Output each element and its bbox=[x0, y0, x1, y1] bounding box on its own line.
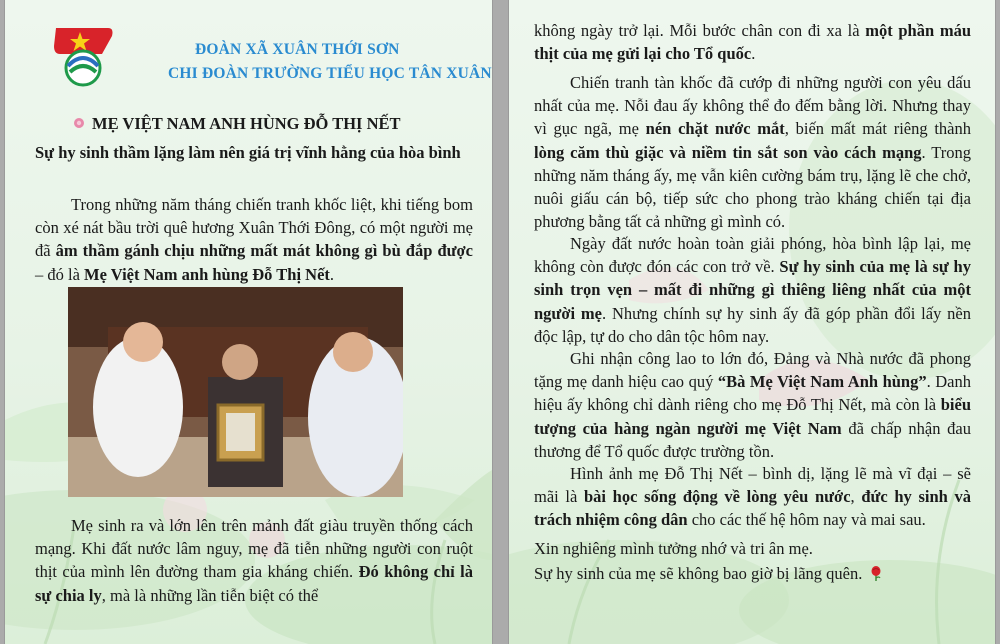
visit-photo-icon bbox=[68, 287, 403, 497]
bold-run: bài học sống động về lòng yêu nước bbox=[584, 487, 851, 507]
text-run: Chiến tranh tàn khốc đã cướp đi những người con yêu dấu nhất của mẹ. Nỗi đau ấy không thể đo đếm bằng lời. Nhưng thay vì gục ngã, mẹ bbox=[534, 73, 971, 139]
article-subtitle: Sự hy sinh thầm lặng làm nên giá trị vĩnh hằng của hòa bình bbox=[35, 143, 461, 162]
text-run: – đó là bbox=[35, 264, 85, 284]
org-name-line2: CHI ĐOÀN TRƯỜNG TIỂU HỌC TÂN XUÂN bbox=[168, 65, 492, 82]
bold-run: đức hy sinh và trách nhiệm công dân bbox=[534, 487, 972, 530]
text-run: , mà là những lần tiễn biệt có thể bbox=[101, 585, 319, 605]
closing-line-2 bbox=[534, 562, 971, 585]
paragraph-honor bbox=[534, 347, 971, 463]
paragraph-legacy bbox=[534, 462, 971, 532]
text-run: Trong những năm tháng chiến tranh khốc liệt, khi tiếng bom còn xé nát bầu trời quê hương Xuân Thới Đông, có một người mẹ đã bbox=[35, 195, 473, 261]
text-run: , bbox=[850, 487, 862, 507]
bold-run: Mẹ Việt Nam anh hùng Đỗ Thị Nết bbox=[84, 264, 330, 284]
text-run: cho các thế hệ hôm nay và mai sau. bbox=[687, 510, 926, 530]
bold-run: một phần máu thịt của mẹ gửi lại cho Tổ quốc bbox=[534, 21, 971, 64]
text-run: . bbox=[329, 264, 335, 284]
article-title: MẸ VIỆT NAM ANH HÙNG ĐỖ THỊ NẾT bbox=[92, 114, 401, 133]
text-run: Hình ảnh mẹ Đỗ Thị Nết – bình dị, lặng lẽ mà vĩ đại – sẽ mãi là bbox=[534, 464, 971, 507]
paragraph-continued bbox=[534, 19, 971, 65]
text-run: , biến mất mát riêng thành bbox=[784, 119, 971, 139]
paragraph-liberation bbox=[534, 232, 971, 348]
page-right bbox=[509, 0, 995, 644]
text-run: . Trong những năm tháng ấy, mẹ vẫn kiên cường bám trụ, lặng lẽ che chở, nuôi giấu cán bộ, tiếp sức cho phong trào kháng chiến tại địa phương bằng tất cả những gì mình có. bbox=[534, 142, 971, 232]
bold-run: Đó không chỉ là sự chia ly bbox=[35, 562, 473, 605]
header bbox=[50, 20, 492, 90]
bold-run: biểu tượng của hàng ngàn người mẹ Việt Nam bbox=[534, 395, 971, 438]
paragraph-birth bbox=[35, 514, 473, 607]
bold-run: âm thầm gánh chịu những mất mát không gì bù đắp được bbox=[55, 241, 474, 261]
text-run: . Nhưng chính sự hy sinh ấy đã góp phần đổi lấy nền độc lập, tự do cho dân tộc hôm nay. bbox=[534, 303, 972, 346]
text-run: Ngày đất nước hoàn toàn giải phóng, hòa bình lập lại, mẹ không còn được đón các con trở về. bbox=[534, 234, 971, 277]
article-title-row bbox=[73, 114, 401, 134]
bold-run: lòng căm thù giặc và niềm tin sắt son vào cách mạng bbox=[534, 142, 922, 162]
bold-run: Sự hy sinh của mẹ là sự hy sinh trọn vẹn – mất đi những gì thiêng liêng nhất của một người mẹ bbox=[534, 257, 971, 323]
youth-union-logo-icon bbox=[50, 20, 120, 90]
paragraph-war bbox=[534, 71, 971, 233]
paragraph-intro bbox=[35, 193, 473, 286]
rose-icon bbox=[870, 566, 882, 581]
text-run: Sự hy sinh của mẹ sẽ không bao giờ bị lãng quên. bbox=[534, 564, 863, 583]
closing-line-1: Xin nghiêng mình tưởng nhớ và tri ân mẹ. bbox=[534, 539, 813, 558]
text-run: Mẹ sinh ra và lớn lên trên mảnh đất giàu truyền thống cách mạng. Khi đất nước lâm nguy, mẹ đã tiễn những người con ruột thịt của mình lên đường tham gia kháng chiến. bbox=[35, 516, 473, 582]
page-left bbox=[5, 0, 492, 644]
text-run: không ngày trở lại. Mỗi bước chân con đi xa là bbox=[534, 21, 866, 40]
org-name-line1: ĐOÀN XÃ XUÂN THỚI SƠN bbox=[195, 41, 400, 58]
text-run: đã chấp nhận đau thương để Tổ quốc được trường tồn. bbox=[534, 418, 971, 461]
text-run: Ghi nhận công lao to lớn đó, Đảng và Nhà nước đã phong tặng mẹ danh hiệu cao quý bbox=[534, 349, 971, 392]
bold-run: “Bà Mẹ Việt Nam Anh hùng” bbox=[717, 372, 927, 392]
text-run: . Danh hiệu ấy không chỉ dành riêng cho mẹ Đỗ Thị Nết, mà còn là bbox=[534, 372, 971, 415]
lotus-flower-icon bbox=[73, 117, 85, 129]
text-run: . bbox=[751, 44, 756, 64]
bold-run: nén chặt nước mắt bbox=[645, 119, 785, 139]
